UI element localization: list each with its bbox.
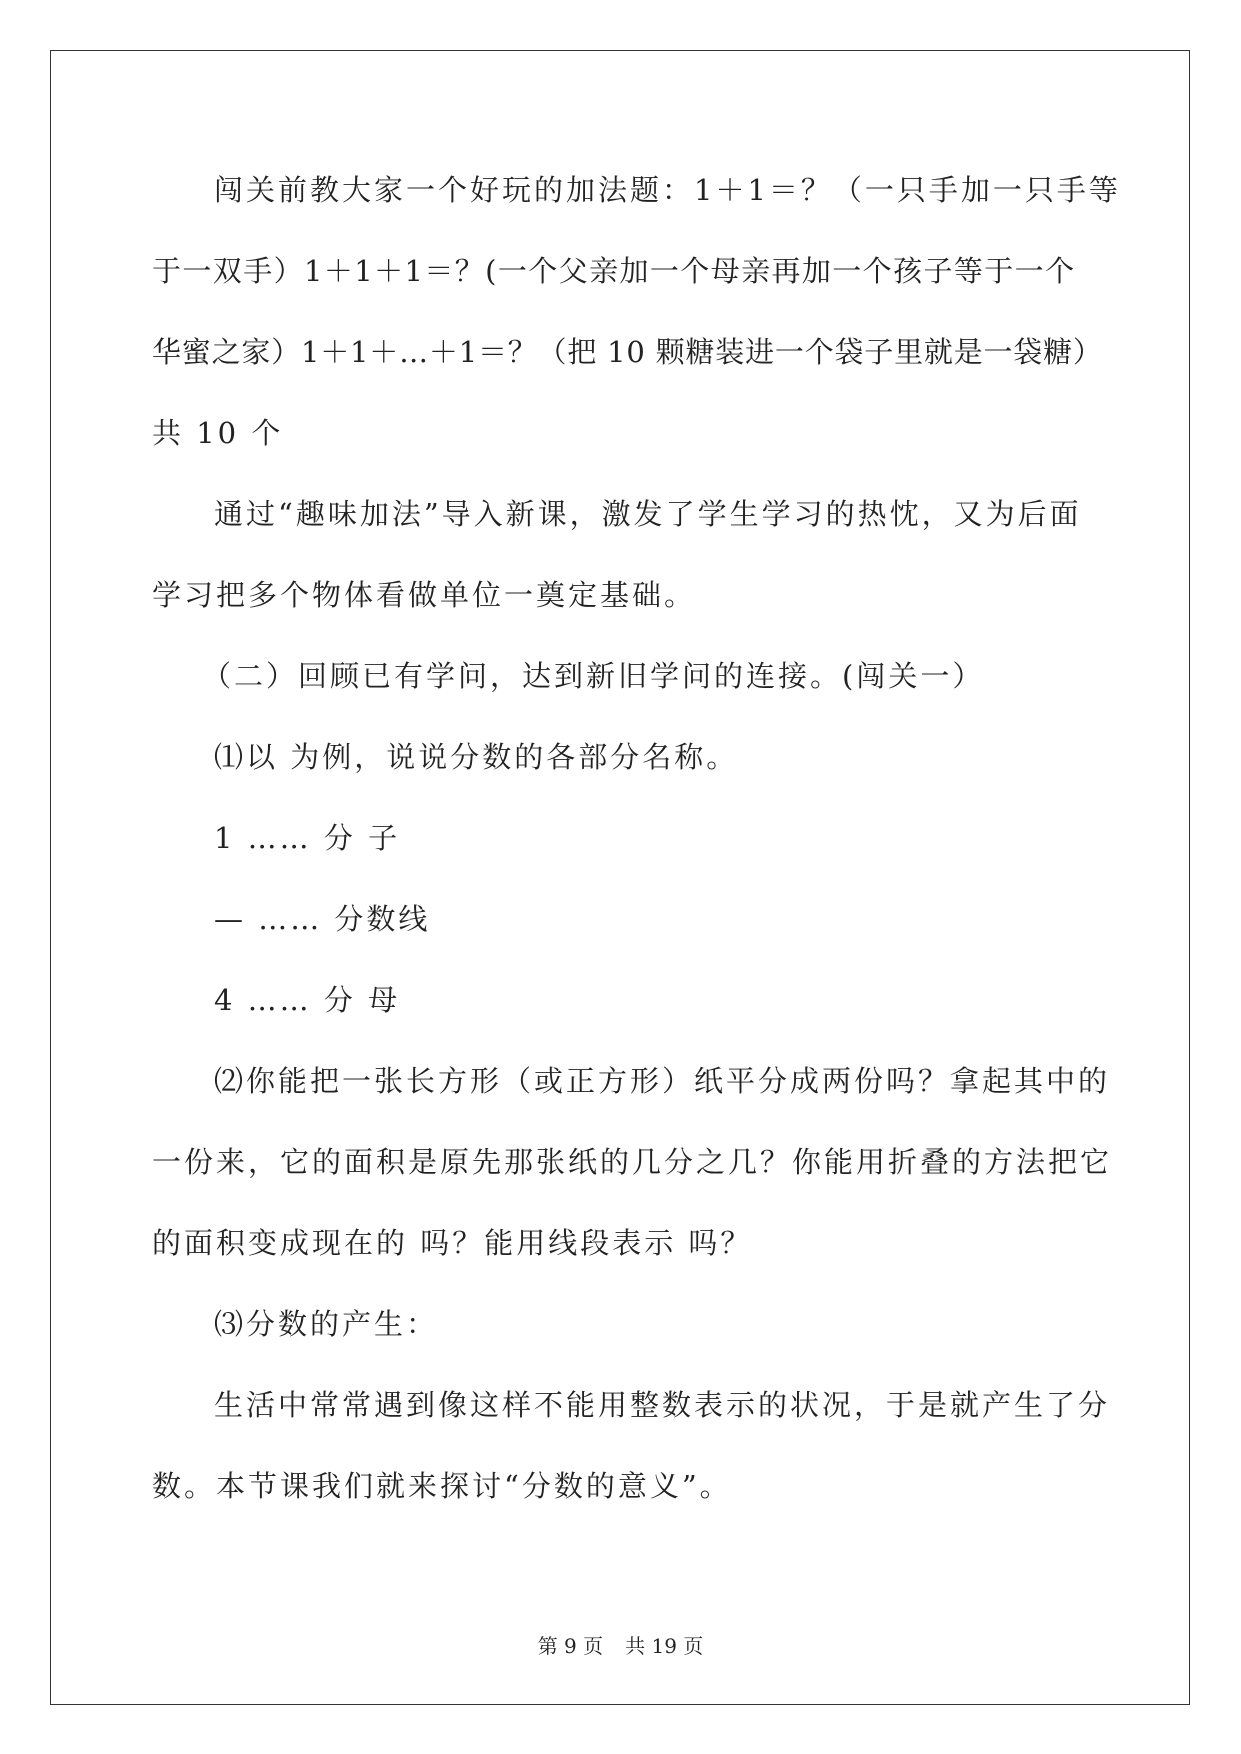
paragraph-line: 共 10 个 [152, 416, 284, 450]
paragraph-line: ⑵你能把一张长方形（或正方形）纸平分成两份吗？拿起其中的 [214, 1064, 1111, 1098]
paragraph-line: 于一双手）1＋1＋1＝？(一个父亲加一个母亲再加一个孩子等于一个 [152, 254, 1076, 288]
paragraph-line: 一份来，它的面积是原先那张纸的几分之几？你能用折叠的方法把它 [152, 1145, 1113, 1179]
section-heading: （二）回顾已有学问，达到新旧学问的连接。(闯关一） [202, 659, 985, 693]
paragraph-line: 华蜜之家）1＋1＋…＋1＝？（把 10 颗糖装进一个袋子里就是一袋糖） [152, 335, 1103, 369]
fraction-denominator-label: 4 …… 分 母 [214, 983, 401, 1017]
page-total: 共 19 页 [625, 1634, 704, 1658]
paragraph-line: ⑴以 为例，说说分数的各部分名称。 [214, 740, 739, 774]
document-body [152, 158, 1121, 1535]
paragraph-line: 闯关前教大家一个好玩的加法题：1＋1＝？（一只手加一只手等 [214, 173, 1121, 207]
fraction-line-label: — …… 分数线 [214, 902, 431, 936]
page-number: 第 9 页 [537, 1634, 604, 1658]
paragraph-line: ⑶分数的产生： [214, 1307, 439, 1341]
paragraph-line: 通过“趣味加法”导入新课，激发了学生学习的热忱，又为后面 [214, 497, 1082, 531]
paragraph-line: 学习把多个物体看做单位一奠定基础。 [152, 578, 697, 612]
page-footer [0, 1630, 1241, 1659]
fraction-numerator-label: 1 …… 分 子 [214, 821, 401, 855]
paragraph-line: 数。本节课我们就来探讨“分数的意义”。 [152, 1469, 732, 1503]
paragraph-line: 的面积变成现在的 吗？能用线段表示 吗？ [152, 1226, 753, 1260]
paragraph-line: 生活中常常遇到像这样不能用整数表示的状况，于是就产生了分 [214, 1388, 1111, 1422]
